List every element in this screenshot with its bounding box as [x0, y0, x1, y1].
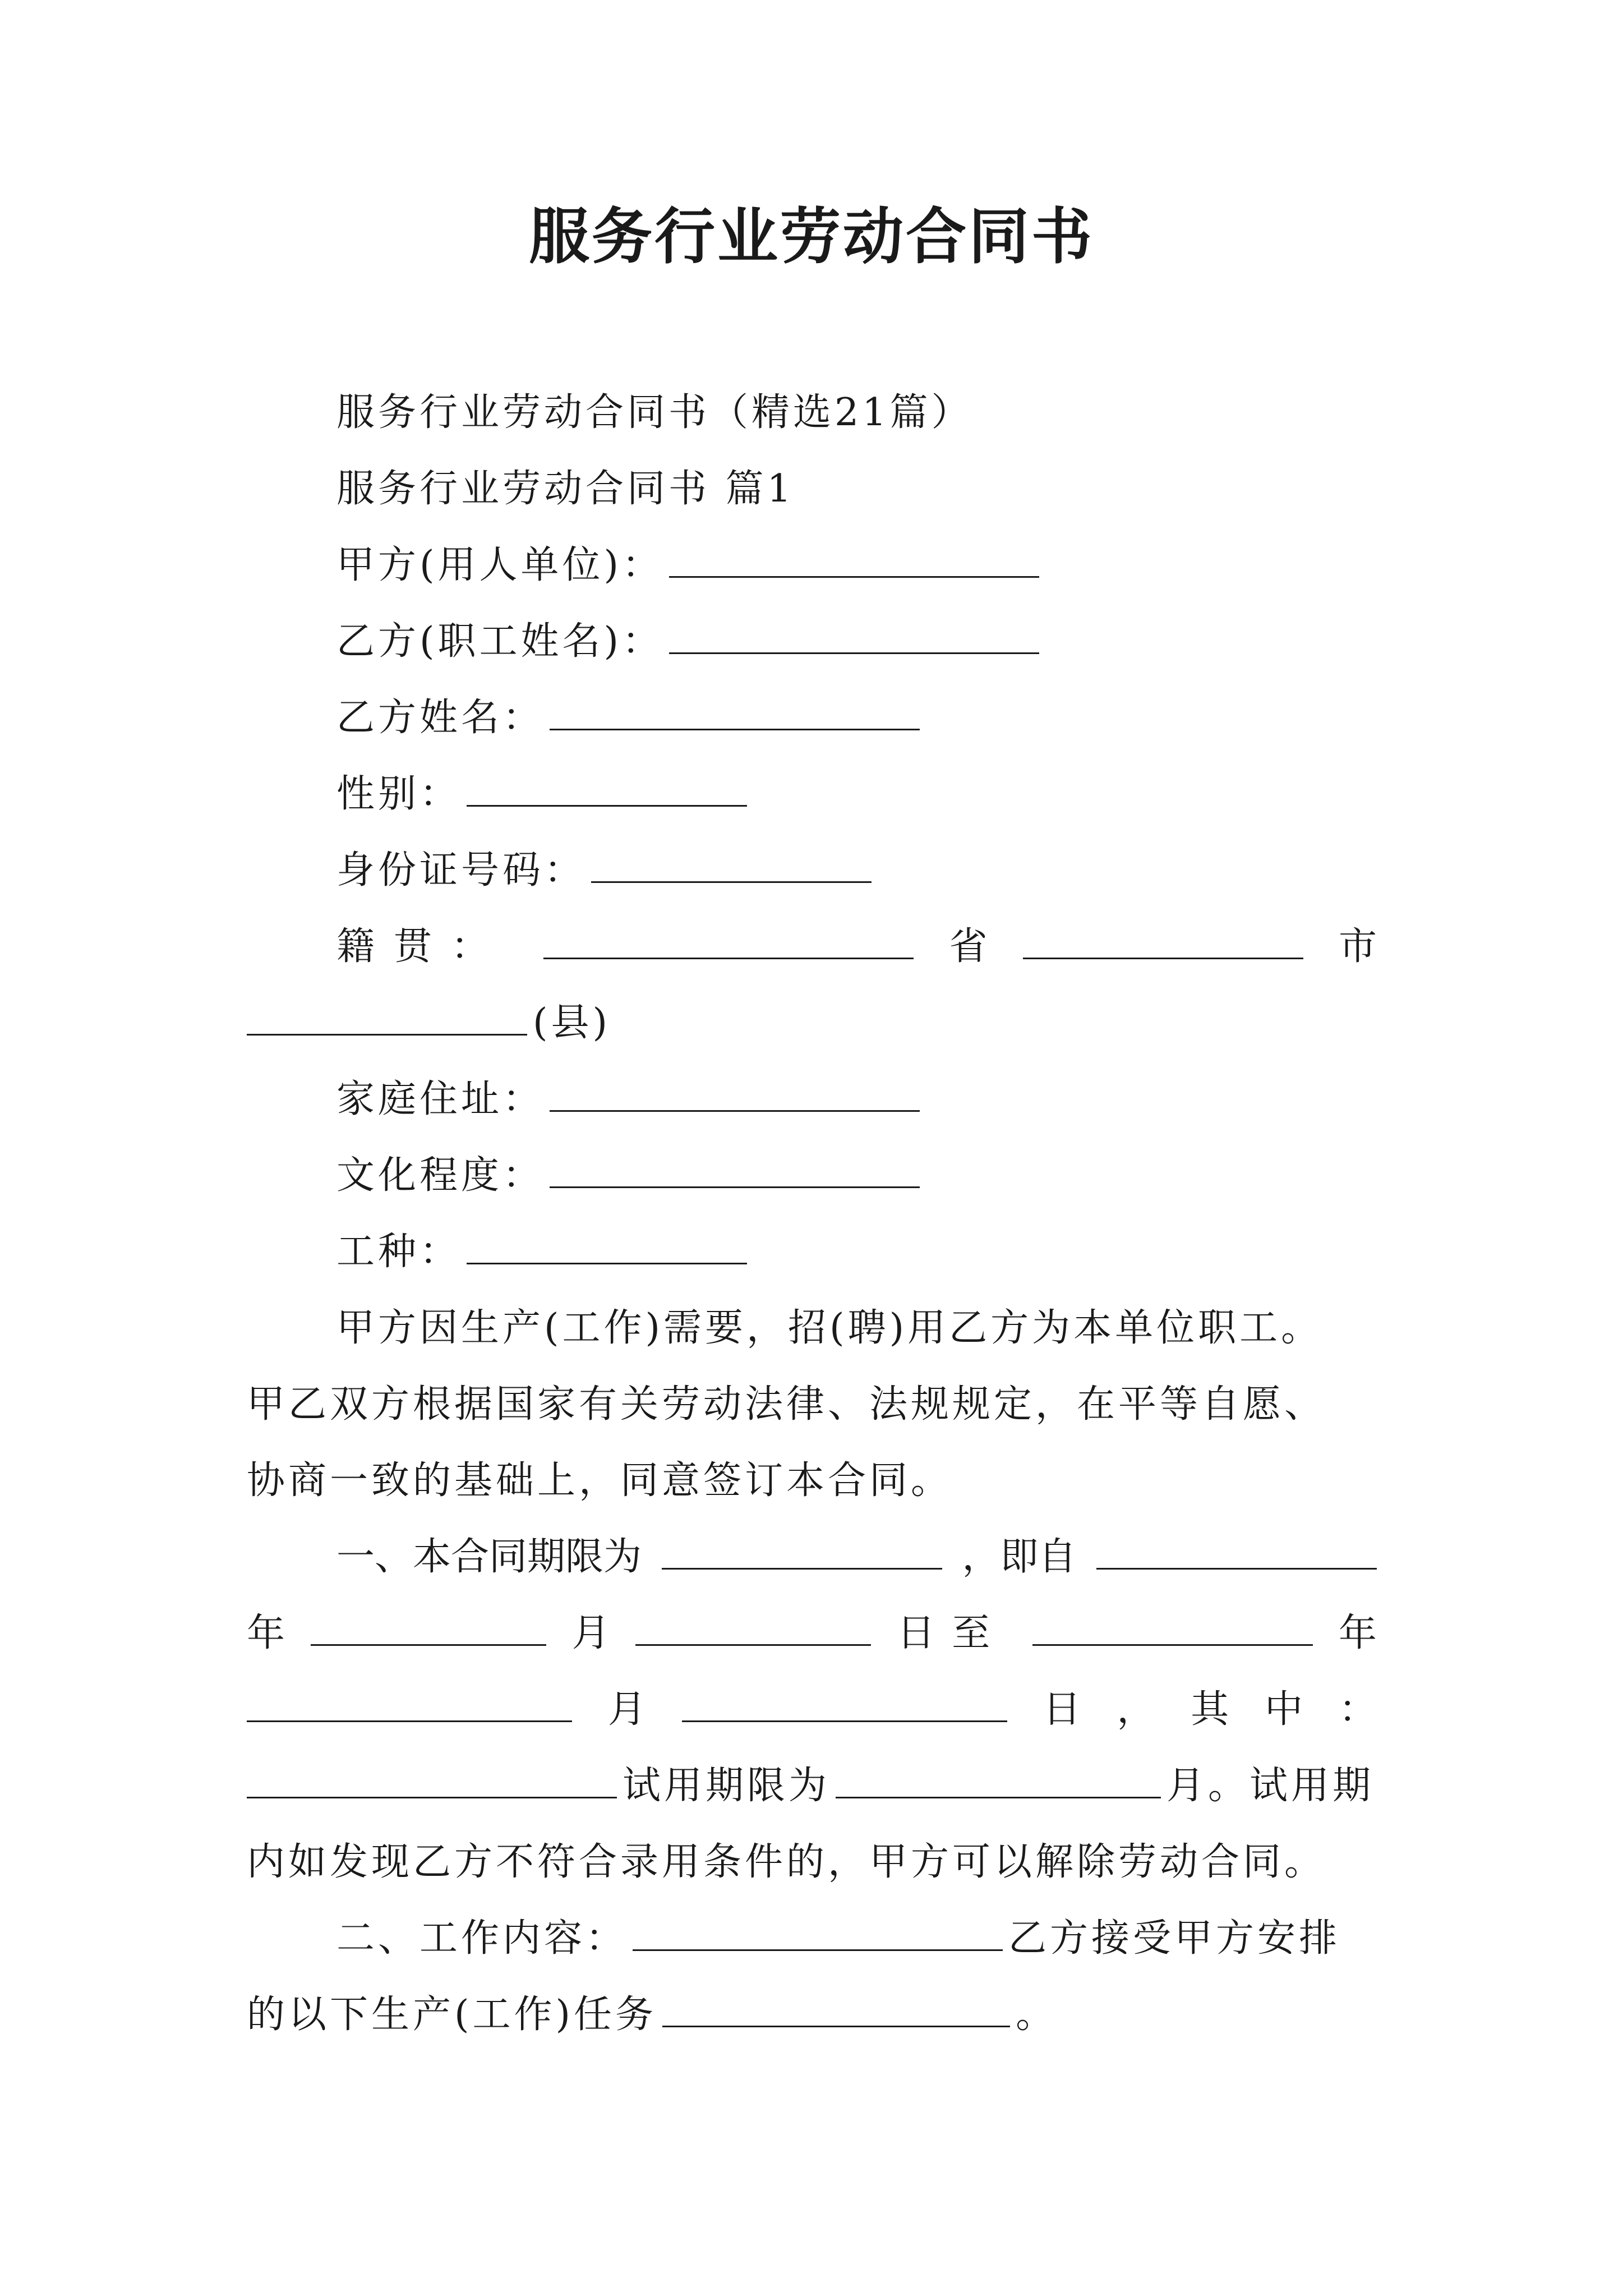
day-to-label: 日至 — [897, 1611, 1007, 1655]
field-party-b — [336, 614, 1045, 670]
clause-2-line-1 — [336, 1911, 1340, 1967]
home-address-blank — [550, 1074, 920, 1112]
colon-label: ： — [1338, 1687, 1377, 1732]
field-label: 乙方姓名： — [336, 696, 545, 740]
field-label: 身份证号码： — [336, 848, 586, 892]
field-education — [336, 1148, 925, 1204]
field-job-type — [336, 1224, 753, 1280]
field-id-number — [336, 843, 877, 899]
field-gender — [336, 766, 753, 822]
section-heading: 服务行业劳动合同书 篇1 — [336, 467, 795, 511]
month-label: 月 — [571, 1611, 610, 1655]
name-blank — [550, 693, 920, 730]
field-label: 籍贯： — [336, 924, 509, 969]
intro-paragraph-line-2: 甲乙双方根据国家有关劳动法律、法规规定，在平等自愿、 — [247, 1382, 1326, 1427]
field-label: 甲方(用人单位)： — [336, 543, 664, 587]
field-home-address — [336, 1071, 925, 1128]
clause-1-line-3 — [247, 1682, 1377, 1738]
clause-1-line-1 — [336, 1529, 1377, 1585]
term-blank — [662, 1532, 942, 1570]
clause-2-lead: 二、工作内容： — [336, 1916, 628, 1961]
field-label: 工种： — [336, 1230, 462, 1274]
end-month-blank — [247, 1685, 572, 1722]
work-content-blank — [633, 1913, 1003, 1951]
clause-1-line-2 — [247, 1605, 1377, 1662]
province-label: 省 — [949, 924, 988, 969]
probation-months-blank — [836, 1761, 1161, 1798]
field-native-place — [336, 919, 1377, 975]
document-title: 服务行业劳动合同书 — [528, 201, 1094, 272]
start-blank — [1096, 1532, 1377, 1570]
city-blank — [1023, 922, 1303, 959]
probation-end-label: 月。试用期 — [1166, 1764, 1375, 1808]
end-day-blank — [682, 1685, 1007, 1722]
id-number-blank — [591, 845, 872, 883]
county-label: (县) — [533, 1001, 611, 1045]
gender-blank — [467, 769, 747, 807]
field-label: 性别： — [336, 772, 462, 816]
field-label: 乙方(职工姓名)： — [336, 619, 664, 664]
clause-2-line2-text: 的以下生产(工作)任务 — [247, 1993, 657, 2037]
among2-label: 中 — [1265, 1687, 1303, 1732]
city-label: 市 — [1338, 924, 1377, 969]
probation-label: 试用期限为 — [623, 1764, 831, 1808]
field-label: 文化程度： — [336, 1153, 545, 1198]
year2-label: 年 — [1338, 1611, 1377, 1655]
clause-2-line-2 — [247, 1987, 1057, 2043]
month2-label: 月 — [607, 1687, 646, 1732]
party-b-blank — [669, 616, 1039, 654]
clause-2-tail: 乙方接受甲方安排 — [1008, 1916, 1341, 1961]
probation-prefix-blank — [247, 1761, 617, 1798]
among-label: 其 — [1191, 1687, 1229, 1732]
start-month-blank — [635, 1608, 871, 1646]
year-label: 年 — [247, 1611, 285, 1655]
clause-2-end: 。 — [1016, 1993, 1058, 2037]
field-party-a — [336, 537, 1045, 593]
field-county — [247, 995, 611, 1051]
county-blank — [247, 998, 527, 1036]
end-year-blank — [1032, 1608, 1313, 1646]
task-blank — [662, 1990, 1010, 2027]
party-a-blank — [669, 540, 1039, 578]
field-label: 家庭住址： — [336, 1077, 545, 1121]
education-blank — [550, 1151, 920, 1188]
document-subtitle: 服务行业劳动合同书（精选21篇） — [336, 390, 973, 435]
province-blank — [543, 922, 914, 959]
clause-1-line-5: 内如发现乙方不符合录用条件的，甲方可以解除劳动合同。 — [247, 1840, 1326, 1884]
start-year-blank — [311, 1608, 546, 1646]
clause-1-from: ，即自 — [962, 1535, 1077, 1579]
intro-paragraph-line-3: 协商一致的基础上，同意签订本合同。 — [247, 1458, 953, 1503]
intro-paragraph-line-1: 甲方因生产(工作)需要，招(聘)用乙方为本单位职工。 — [336, 1306, 1323, 1350]
clause-1-line-4 — [247, 1758, 1374, 1814]
day2-label: 日 — [1043, 1687, 1081, 1732]
field-name — [336, 690, 925, 746]
comma-label: ， — [1117, 1687, 1155, 1732]
job-type-blank — [467, 1227, 747, 1264]
clause-1-lead: 一、本合同期限为 — [336, 1535, 642, 1579]
